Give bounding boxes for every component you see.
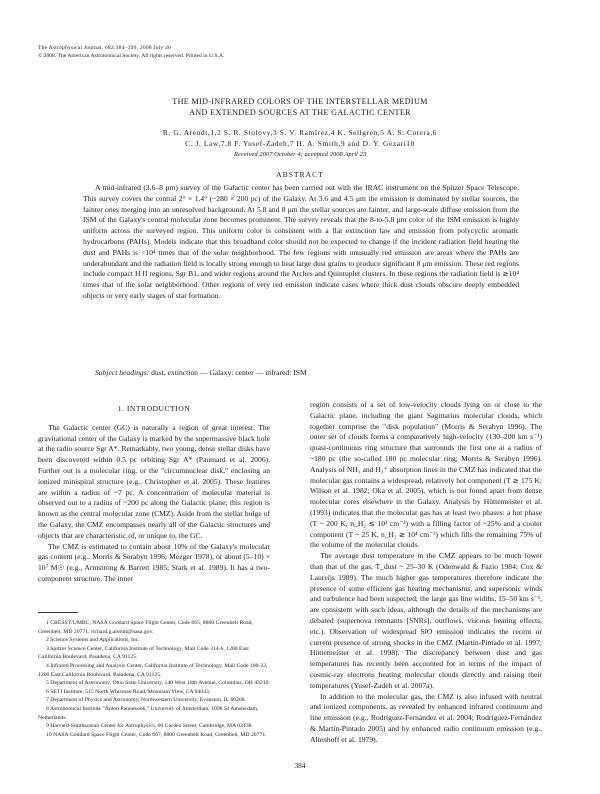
running-header xyxy=(38,44,224,60)
intro-paragraph-5: In addition to the molecular gas, the CMZ is also infused with neutral and ionized components, as revealed by enhanced infrared continuum and line emission (e.g., Rodríguez-Fernández et al. 2004; Rodríguez-Fernández & Martín-Pintado 2005) and by enhanced radio continuum emission (e.g., Altenhoff et al. 1979). xyxy=(310,691,542,744)
abstract-text: A mid-infrared (3.6–8 μm) survey of the Galactic center has been carried out with the IRAC instrument on the Spitzer Space Telescope. This survey covers the central 2° × 1.4° (~280 × 200 pc) of the Galaxy. At 3.6 and 4.5 μm the emission is dominated by stellar sources, the fainter ones merging into an unresolved background. At 5.8 and 8 μm the stellar sources are fainter, and large-scale diffuse emission from the ISM of the Galaxy's central molecular zone becomes prominent. The survey reveals that the 8-to-5.8 μm color of the ISM emission is highly uniform across the surveyed region. This uniform color is consistent with a flat extinction law and emission from polycyclic aromatic hydrocarbons (PAHs). Models indicate that this broadband color should not be expected to change if the incident radiation field heating the dust and PAHs is <10⁴ times that of the solar neighborhood. The few regions with unusually red emission are areas where the PAHs are underabundant and the radiation field is locally strong enough to heat large dust grains to produce significant 8 μm emission. These red regions include compact H II regions, Sgr B1, and wider regions around the Arches and Quintuplet clusters. In these regions the radiation field is ≳10⁴ times that of the solar neighborhood. Other regions of very red emission indicate cases where thick dust clouds obscure deeply embedded objects or very early stages of star formation. xyxy=(83,183,519,300)
footnotes xyxy=(38,612,270,739)
authors-line-2: C. J. Law,7,8 F. Yusef-Zadeh,7 H. A. Smith,9 and D. Y. Gezari10 xyxy=(185,139,415,148)
paper-title xyxy=(40,96,560,118)
footnote-8: 8 Astronomical Institute "Anton Pannekoek," University of Amsterdam, 1098 SJ Amsterdam, Netherlands. xyxy=(38,705,259,721)
footnote-3: 3 Spitzer Science Center, California Institute of Technology, Mail Code 314-6, 1200 East California Boulevard, Pasadena, CA 91125. xyxy=(38,645,249,661)
copyright-line: © 2008. The American Astronomical Society. All rights reserved. Printed in U.S.A. xyxy=(38,53,225,59)
subject-headings-label: Subject headings: xyxy=(95,368,150,377)
abstract-heading: ABSTRACT xyxy=(276,170,324,179)
intro-paragraph-3: region consists of a set of low-velocity clouds lying on or close to the Galactic plane, including the giant Sagittarius molecular clouds, which together comprise the "disk population" (Morris & Serabyn 1996). The outer set of clouds forms a comparatively high-velocity (130–200 km s⁻¹) quasi-continuous ring structure that surrounds the first one at a radius of ~180 pc (the so-called 180 pc molecular ring; Morris & Serabyn 1996). Analysis of NH₃ and H₃⁺ absorption lines in the CMZ has indicated that the molecular gas contains a widespread, relatively hot component (T ≳ 175 K; Wilson et al. 1982; Oka et al. 2005), which is not found apart from dense molecular cores elsewhere in the Galaxy. Analysis by Hüttemeister et al. (1993) indicates that the molecular gas has at least two phases: a hot phase (T ~ 200 K, n_H₂ ≲ 10³ cm⁻³) with a filling factor of ~25% and a cooler component (T ~ 25 K, n_H₂ ≳ 10⁴ cm⁻³) which fills the remaining 75% of the volume of the molecular clouds. xyxy=(310,400,542,550)
left-column xyxy=(38,402,270,585)
footnote-rule xyxy=(38,612,78,613)
received-dates: Received 2007 October 4; accepted 2008 April 23 xyxy=(233,151,367,158)
right-column xyxy=(310,400,542,746)
page-number: 384 xyxy=(294,761,306,770)
journal-citation: The Astrophysical Journal, 682:384–399, 2008 July 20 xyxy=(38,45,172,51)
authors-line-1: R. G. Arendt,1,2 S. R. Stolovy,3 S. V. Ramírez,4 K. Sellgren,5 A. S. Cotera,6 xyxy=(162,128,438,137)
intro-paragraph-2: The CMZ is estimated to contain about 10% of the Galaxy's molecular gas content (e.g., Morris & Serabyn 1996; Mezger 1978), or about (5–10) × 10⁷ M☉ (e.g., Armstrong & Barrett 1985; Stark et al. 1989). It has a two-component structure. The inner xyxy=(38,541,270,583)
title-line-1: THE MID-INFRARED COLORS OF THE INTERSTELLAR MEDIUM xyxy=(172,97,428,106)
subject-headings-text: dust, extinction — Galaxy: center — infrared: ISM xyxy=(149,368,307,377)
footnote-6: 6 SETI Institute, 515 North Whisman Road, Mountain View, CA 94043. xyxy=(46,688,211,695)
footnote-1: 1 CRESST/UMBC, NASA Goddard Space Flight Center, Code 665, 8800 Greenbelt Road, Greenbelt, MD 20771; richard.g.arendt@nasa.gov. xyxy=(38,620,253,635)
intro-paragraph-4: The average dust temperature in the CMZ appears to be much lower than that of the gas, T_dust ~ 25–30 K (Odenwald & Fazio 1984; Cox & Laureijs 1989). The much higher gas temperatures therefore indicate the presence of some efficient gas heating mechanisms, and supersonic winds and turbulence had been suspected; the large gas line widths, 15–50 km s⁻¹, are consistent with such ideas, although the details of the mechanisms are debated (supernova remnants [SNRs], outflows, viscous heating effects, etc.). Observation of widespread SiO emission indicates the recent or current presence of strong shocks in the CMZ (Martín-Pintado et al. 1997; Hüttemeister et al. 1998). The discrepancy between dust and gas temperatures has recently been accounted for in terms of the impact of cosmic-ray electrons heating molecular clouds directly and raising their temperatures (Yusef-Zadeh et al. 2007a). xyxy=(310,551,542,690)
author-list xyxy=(40,127,560,149)
footnote-5: 5 Department of Astronomy, Ohio State University, 140 West 18th Avenue, Columbus, OH 43210. xyxy=(46,680,270,687)
title-line-2: AND EXTENDED SOURCES AT THE GALACTIC CENTER xyxy=(189,108,411,117)
intro-paragraph-1: The Galactic center (GC) is naturally a region of great interest. The gravitational center of the Galaxy is marked by the supermassive black hole at the radio source Sgr A*. Remarkably, two young, dense stellar disks have been discovered within 0.5 pc orbiting Sgr A* (Paumard et al. 2006). Further out is a molecular ring, or the "circumnuclear disk," enclosing an ionized minispiral structure (e.g., Christopher et al. 2005). These features are within a radius of ~7 pc. A concentration of molecular material is observed out to a radius of ~200 pc along the Galactic plane; this region is known as the central molecular zone (CMZ). Aside from the stellar bulge of the Galaxy, the CMZ encompasses nearly all of the Galactic structures and objects that are characteristic of, or unique to, the GC. xyxy=(38,422,270,540)
footnote-7: 7 Department of Physics and Astronomy, Northwestern University, Evanston, IL 60208. xyxy=(46,697,246,704)
section-heading-introduction: 1. INTRODUCTION xyxy=(117,404,191,413)
footnote-9: 9 Harvard-Smithsonian Center for Astrophysics, 60 Garden Street, Cambridge, MA 02138. xyxy=(46,723,253,730)
footnote-10: 10 NASA Goddard Space Flight Center, Code 667, 8800 Greenbelt Road, Greenbelt, MD 20771. xyxy=(46,731,267,738)
footnote-4: 4 Infrared Processing and Analysis Center, California Institute of Technology, Mail Code 100-22, 1200 East California Boulevard, Pasadena, CA 91125. xyxy=(38,662,268,678)
subject-headings xyxy=(83,368,519,379)
footnote-2: 2 Science Systems and Applications, Inc. xyxy=(46,637,140,644)
